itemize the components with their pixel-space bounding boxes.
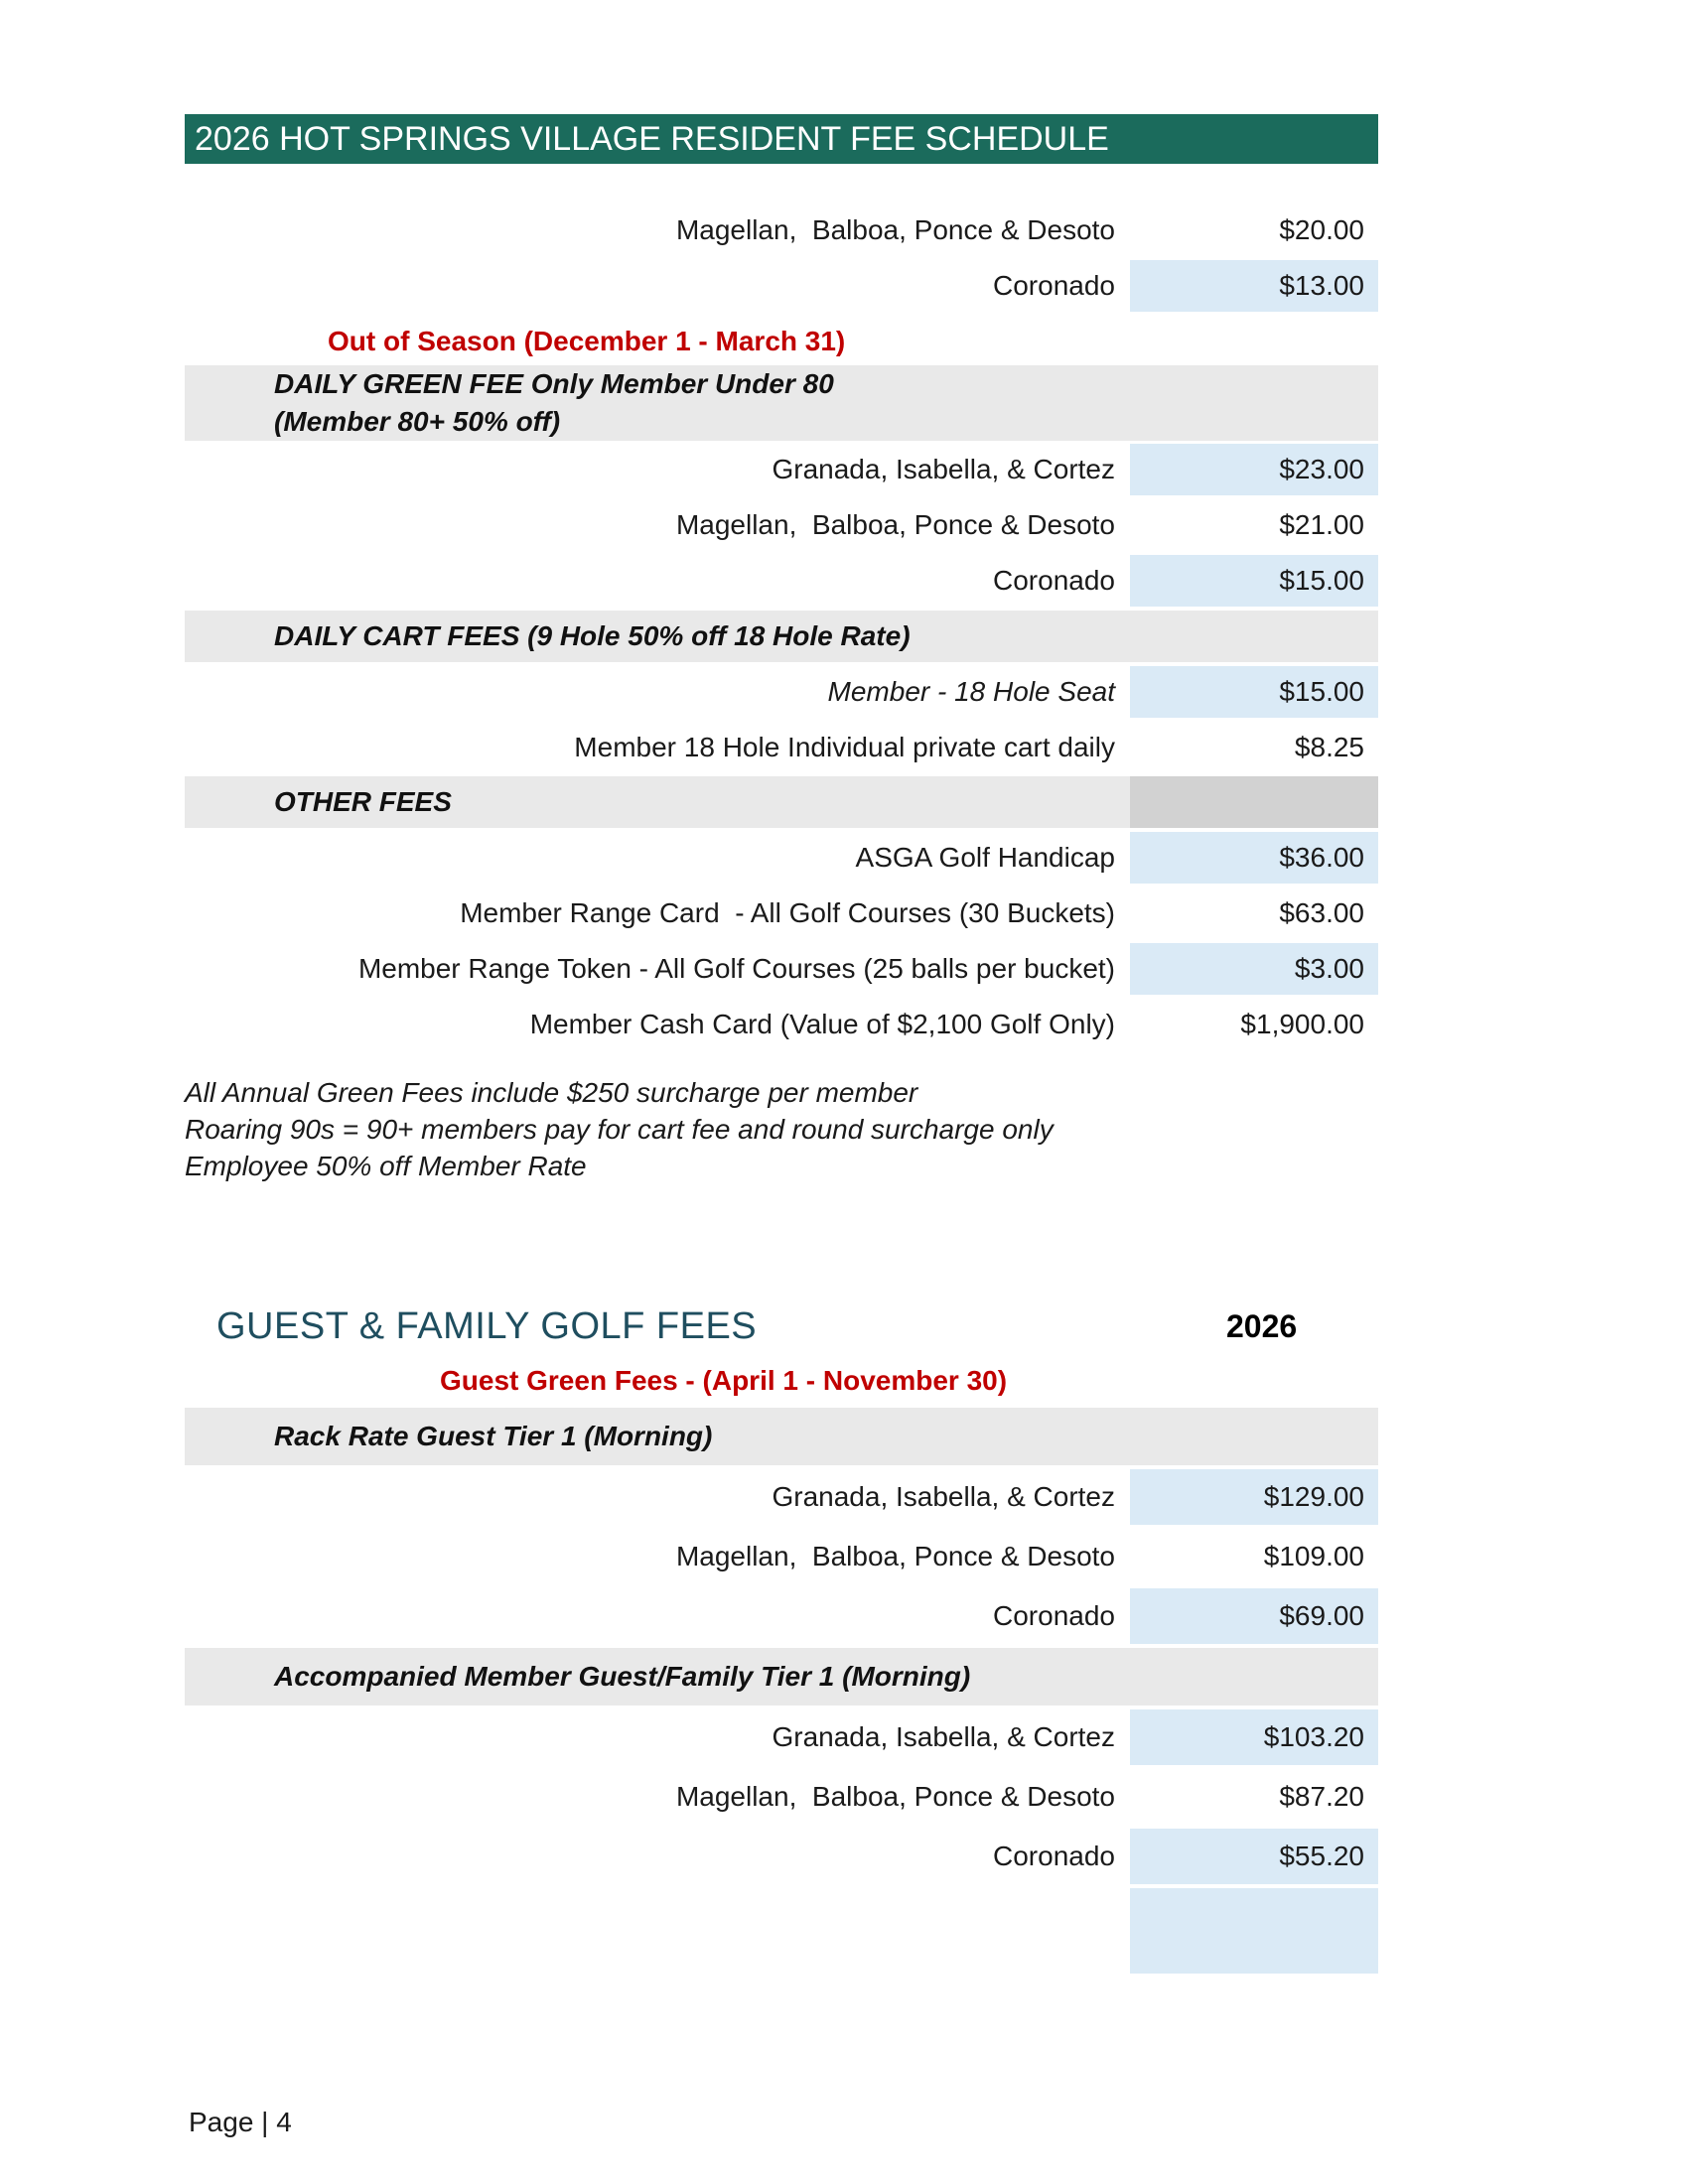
fee-value-highlighted: $103.20 bbox=[1130, 1709, 1378, 1765]
fee-row bbox=[185, 999, 1378, 1050]
fee-label: Granada, Isabella, & Cortez bbox=[772, 1721, 1115, 1752]
fee-value-highlighted: $13.00 bbox=[1130, 260, 1378, 312]
fee-label: ASGA Golf Handicap bbox=[855, 842, 1115, 873]
fee-value-highlighted: $69.00 bbox=[1130, 1588, 1378, 1644]
fee-value: $21.00 bbox=[1279, 509, 1364, 540]
fee-row bbox=[185, 260, 1378, 312]
fee-row bbox=[185, 666, 1378, 718]
section-header: OTHER FEES bbox=[274, 786, 452, 817]
fee-row bbox=[185, 499, 1378, 551]
fee-label: Member - 18 Hole Seat bbox=[827, 676, 1115, 707]
fee-row bbox=[185, 1529, 1378, 1584]
other-fees-section bbox=[185, 776, 1378, 1054]
fee-value-highlighted: $15.00 bbox=[1130, 555, 1378, 607]
fee-label: Magellan, Balboa, Ponce & Desoto bbox=[675, 509, 1115, 540]
daily-cart-fees-section bbox=[185, 611, 1378, 777]
guest-year: 2026 bbox=[1226, 1308, 1298, 1344]
rack-rate-section bbox=[185, 1408, 1378, 1648]
section-header-band bbox=[185, 365, 1378, 441]
fee-label: Magellan, Balboa, Ponce & Desoto bbox=[675, 214, 1115, 245]
section-header: Accompanied Member Guest/Family Tier 1 (Morning) bbox=[274, 1661, 971, 1692]
fee-label: Member Cash Card (Value of $2,100 Golf Only) bbox=[529, 1009, 1115, 1039]
fee-value: $63.00 bbox=[1279, 897, 1364, 928]
fee-row bbox=[185, 832, 1378, 884]
guest-family-heading-row bbox=[185, 1302, 1378, 1350]
fee-label: Magellan, Balboa, Ponce & Desoto bbox=[675, 1781, 1115, 1812]
section-header-line1: DAILY GREEN FEE Only Member Under 80 bbox=[274, 368, 834, 399]
section-header: Rack Rate Guest Tier 1 (Morning) bbox=[274, 1421, 713, 1451]
daily-green-fee-section bbox=[185, 365, 1378, 611]
footnote-line: Roaring 90s = 90+ members pay for cart fee and round surcharge only bbox=[185, 1114, 1054, 1145]
fee-value: $87.20 bbox=[1279, 1781, 1364, 1812]
fee-row bbox=[185, 722, 1378, 773]
fee-label: Coronado bbox=[993, 270, 1115, 301]
intro-fee-rows bbox=[185, 205, 1378, 316]
fee-label: Granada, Isabella, & Cortez bbox=[772, 1481, 1115, 1512]
fee-label: Coronado bbox=[993, 565, 1115, 596]
section-header-band bbox=[185, 1648, 1378, 1706]
fee-label: Member 18 Hole Individual private cart daily bbox=[574, 732, 1115, 762]
fee-value-highlighted: $129.00 bbox=[1130, 1469, 1378, 1525]
fee-row bbox=[185, 1709, 1378, 1765]
header-price-cell-shaded bbox=[1130, 776, 1378, 828]
fee-label: Granada, Isabella, & Cortez bbox=[772, 454, 1115, 484]
fee-value: $8.25 bbox=[1294, 732, 1364, 762]
fee-row bbox=[185, 887, 1378, 939]
section-header-band bbox=[185, 611, 1378, 662]
fee-value-highlighted: $15.00 bbox=[1130, 666, 1378, 718]
section-header-band bbox=[185, 776, 1378, 828]
fee-row bbox=[185, 943, 1378, 995]
fee-value-highlighted: $23.00 bbox=[1130, 444, 1378, 495]
fee-value: $1,900.00 bbox=[1240, 1009, 1364, 1039]
page-title-bar bbox=[185, 114, 1378, 164]
fee-label: Magellan, Balboa, Ponce & Desoto bbox=[675, 1541, 1115, 1571]
fee-row bbox=[185, 205, 1378, 256]
guest-family-heading: GUEST & FAMILY GOLF FEES bbox=[216, 1305, 758, 1347]
fee-row bbox=[185, 1588, 1378, 1644]
guest-green-fees-heading: Guest Green Fees - (April 1 - November 30) bbox=[440, 1365, 1008, 1396]
fee-row bbox=[185, 1769, 1378, 1825]
fee-row bbox=[185, 1469, 1378, 1525]
fee-value-highlighted: $36.00 bbox=[1130, 832, 1378, 884]
fee-label: Member Range Card - All Golf Courses (30 Buckets) bbox=[460, 897, 1115, 928]
footnote-line: Employee 50% off Member Rate bbox=[185, 1151, 587, 1181]
fee-label: Coronado bbox=[993, 1841, 1115, 1871]
fee-row bbox=[185, 444, 1378, 495]
fee-value: $109.00 bbox=[1263, 1541, 1364, 1571]
fee-value-highlighted: $3.00 bbox=[1130, 943, 1378, 995]
section-header: DAILY CART FEES (9 Hole 50% off 18 Hole Rate) bbox=[274, 620, 911, 651]
fee-label: Member Range Token - All Golf Courses (25 balls per bucket) bbox=[357, 953, 1115, 984]
footnote-line: All Annual Green Fees include $250 surcharge per member bbox=[185, 1077, 918, 1108]
accompanied-guest-section bbox=[185, 1648, 1378, 1974]
fee-value: $20.00 bbox=[1279, 214, 1364, 245]
page-number: Page | 4 bbox=[189, 2107, 292, 2137]
footnotes bbox=[185, 1074, 1277, 1184]
page-title: 2026 HOT SPRINGS VILLAGE RESIDENT FEE SCHEDULE bbox=[195, 120, 1109, 158]
fee-row bbox=[185, 555, 1378, 607]
fee-row bbox=[185, 1829, 1378, 1884]
section-header-line2: (Member 80+ 50% off) bbox=[274, 406, 561, 437]
out-of-season-heading: Out of Season (December 1 - March 31) bbox=[328, 326, 846, 356]
fee-label: Coronado bbox=[993, 1600, 1115, 1631]
fee-value-highlighted: $55.20 bbox=[1130, 1829, 1378, 1884]
empty-highlight-cell bbox=[1130, 1888, 1378, 1974]
section-header-band bbox=[185, 1408, 1378, 1465]
